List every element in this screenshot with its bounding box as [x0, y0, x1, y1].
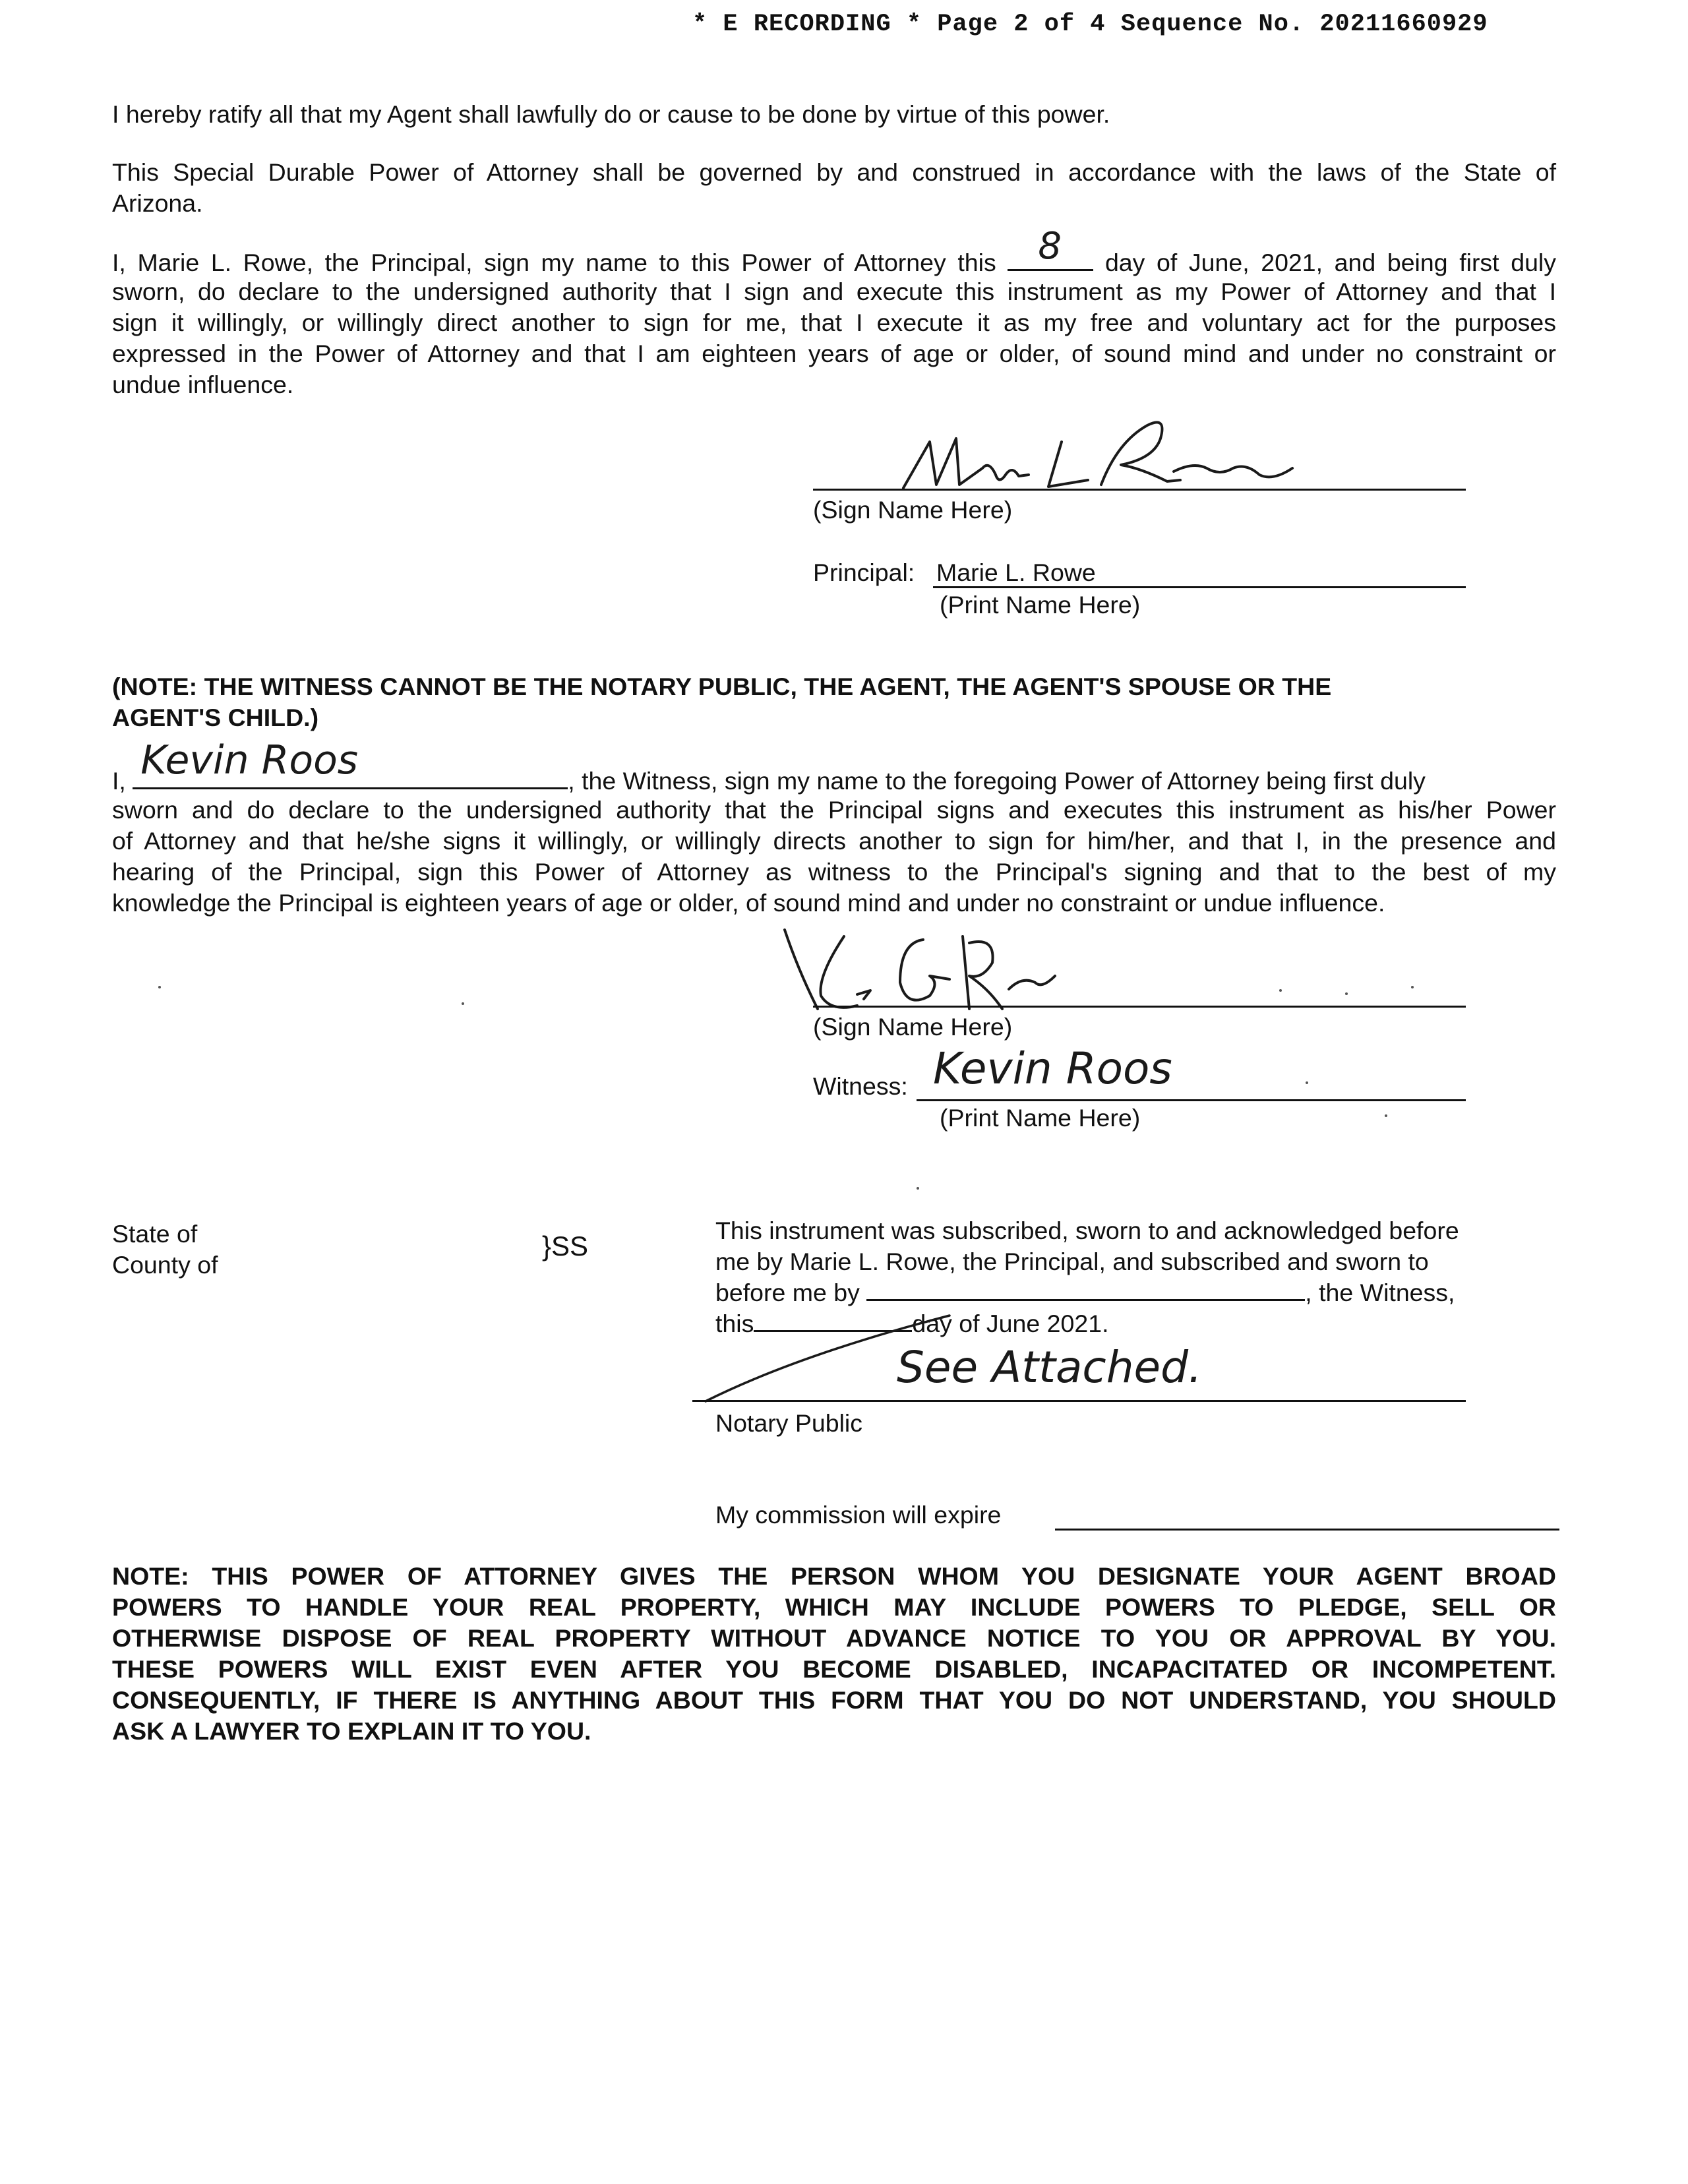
see-attached-handwritten: See Attached.: [897, 1342, 1203, 1393]
notary-sign-line: [692, 1400, 1466, 1402]
witness-label: Witness:: [813, 1072, 908, 1100]
notary-ack-line3: [715, 1279, 1455, 1307]
principal-declaration-line5: undue influence.: [112, 371, 294, 398]
witness-decl-post: , the Witness, sign my name to the foregoing Power of Attorney being first duly: [568, 767, 1426, 795]
commission-expire-label: My commission will expire: [715, 1501, 1002, 1529]
final-note-line2: POWERS TO HANDLE YOUR REAL PROPERTY, WHICH MAY INCLUDE POWERS TO PLEDGE, SELL OR: [112, 1593, 1556, 1621]
notary-public-label: Notary Public: [715, 1409, 863, 1437]
ack-line3-post: , the Witness,: [1305, 1279, 1455, 1306]
principal-declaration-line1: [112, 225, 1557, 278]
day-handwritten: 8: [1038, 225, 1062, 268]
principal-decl-post: day of June, 2021, and being first duly: [1104, 249, 1557, 276]
final-note-line5: CONSEQUENTLY, IF THERE IS ANYTHING ABOUT THIS FORM THAT YOU DO NOT UNDERSTAND, YOU SHOULD: [112, 1686, 1556, 1714]
scan-speck: [1345, 992, 1348, 995]
witness-print-label: (Print Name Here): [940, 1104, 1141, 1132]
witness-print-line: [917, 1099, 1466, 1101]
principal-label: Principal:: [813, 559, 915, 586]
ack-line4-post: day of June 2021.: [912, 1310, 1109, 1337]
governing-law-line2: Arizona.: [112, 189, 203, 217]
witness-declaration-line5: knowledge the Principal is eighteen years of age or older, of sound mind and under no constraint or undue influence.: [112, 889, 1385, 917]
principal-signature: [890, 402, 1352, 508]
final-note-line4: THESE POWERS WILL EXIST EVEN AFTER YOU BECOME DISABLED, INCAPACITATED OR INCOMPETENT.: [112, 1655, 1556, 1683]
witness-declaration-line3: of Attorney and that he/she signs it willingly, or willingly directs another to sign for him/her, and that I, in the presence and: [112, 827, 1556, 855]
county-of-label: County of: [112, 1251, 218, 1279]
final-note-line1: NOTE: THIS POWER OF ATTORNEY GIVES THE PERSON WHOM YOU DESIGNATE YOUR AGENT BROAD: [112, 1562, 1556, 1590]
final-note-line3: OTHERWISE DISPOSE OF REAL PROPERTY WITHOUT ADVANCE NOTICE TO YOU OR APPROVAL BY YOU.: [112, 1624, 1556, 1652]
principal-declaration-line3: sign it willingly, or willingly direct another to sign for me, that I execute it as my free and voluntary act for the purposes: [112, 309, 1556, 336]
notary-ack-line2: me by Marie L. Rowe, the Principal, and subscribed and sworn to: [715, 1248, 1429, 1275]
witness-printed-name-handwritten: Kevin Roos: [933, 1043, 1172, 1094]
principal-sign-line: [813, 489, 1466, 491]
scan-speck: [1385, 1114, 1387, 1117]
principal-print-label: (Print Name Here): [940, 591, 1141, 619]
final-note-line6: ASK A LAWYER TO EXPLAIN IT TO YOU.: [112, 1717, 591, 1745]
witness-name-handwritten: Kevin Roos: [140, 737, 359, 783]
principal-print-line: [933, 586, 1466, 588]
witness-note-line1: (NOTE: THE WITNESS CANNOT BE THE NOTARY PUBLIC, THE AGENT, THE AGENT'S SPOUSE OR THE: [112, 673, 1332, 700]
principal-declaration-line4: expressed in the Power of Attorney and that I am eighteen years of age or older, of sound mind and under no constraint or: [112, 340, 1556, 367]
commission-expire-line: [1055, 1529, 1559, 1531]
ack-line3-pre: before me by: [715, 1279, 860, 1306]
witness-sign-line: [813, 1006, 1466, 1008]
scan-speck: [1411, 986, 1414, 988]
witness-sign-label: (Sign Name Here): [813, 1013, 1013, 1041]
witness-decl-pre: I,: [112, 767, 126, 795]
witness-declaration-line4: hearing of the Principal, sign this Power of Attorney as witness to the Principal's signing and that to the best of my: [112, 858, 1556, 886]
notary-ack-line1: This instrument was subscribed, sworn to and acknowledged before: [715, 1217, 1459, 1244]
scan-speck: [1306, 1081, 1308, 1084]
governing-law-line1: This Special Durable Power of Attorney shall be governed by and construed in accordance with the laws of the State of: [112, 158, 1556, 186]
witness-name-blank: [133, 737, 568, 789]
principal-printed-name: Marie L. Rowe: [936, 559, 1096, 586]
ss-bracket: }SS: [542, 1230, 589, 1261]
ratify-paragraph: I hereby ratify all that my Agent shall lawfully do or cause to be done by virtue of this power.: [112, 100, 1110, 128]
scan-speck: [158, 986, 161, 988]
principal-decl-pre: I, Marie L. Rowe, the Principal, sign my name to this Power of Attorney this: [112, 249, 996, 276]
day-blank: [1008, 225, 1093, 271]
before-me-blank: [866, 1298, 1305, 1301]
witness-declaration-line1: [112, 737, 1556, 797]
state-of-label: State of: [112, 1220, 198, 1248]
ack-line4-pre: this: [715, 1310, 754, 1337]
recording-header: * E RECORDING * Page 2 of 4 Sequence No. 20211660929: [692, 11, 1488, 38]
scan-speck: [1279, 989, 1282, 992]
scan-speck: [917, 1187, 919, 1190]
scan-speck: [462, 1002, 464, 1005]
principal-declaration-line2: sworn, do declare to the undersigned authority that I sign and execute this instrument as my Power of Attorney and that I: [112, 278, 1556, 305]
principal-sign-label: (Sign Name Here): [813, 496, 1013, 524]
witness-note-line2: AGENT'S CHILD.): [112, 704, 319, 731]
witness-declaration-line2: sworn and do declare to the undersigned authority that the Principal signs and executes this instrument as his/her Power: [112, 796, 1556, 824]
